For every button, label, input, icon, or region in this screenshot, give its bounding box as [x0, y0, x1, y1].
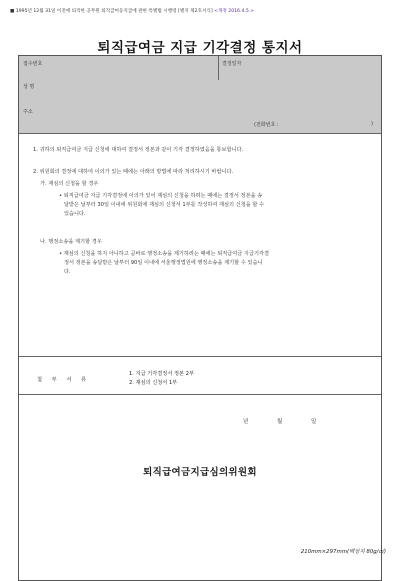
paper-size-note: 210mm×297mm(백상지 80g/㎡) [300, 549, 386, 555]
paragraph-2a-line1: • 퇴직급여금 지급 기각결정에 이의가 있어 재심의 신청을 하려는 때에는 결정서 정본을 송 [59, 193, 263, 199]
paragraph-2b: 나. 행정소송을 제기할 경우 [40, 239, 102, 245]
paragraph-2b-line1: • 재심의 신청을 하지 아니하고 곧바로 행정소송을 제기하려는 때에는 퇴직급여금 지급기각결 [59, 251, 269, 257]
organization-name: 퇴직급여금지급심의위원회 [143, 467, 257, 478]
attachment-item-1: 1. 지급 기각결정서 정본 2부 [129, 371, 194, 377]
receipt-no-label: 접수번호 [23, 61, 43, 67]
law-note-text: ■ 1995년 12월 31일 이전에 퇴직한 공무원 퇴직급여등지급에 관한 특별법 시행령 [별지 제2호서식] [10, 9, 213, 14]
date-day: 일 [311, 419, 317, 425]
revision-note: <개정 2016.4.5.> [214, 9, 255, 14]
attachments-label: 첨 부 서 류 [37, 377, 90, 383]
divider [218, 56, 219, 80]
page-title: 퇴직급여금 지급 기각결정 통지서 [97, 40, 303, 56]
paragraph-2b-line2: 정서 정본을 송달받은 날부터 90일 이내에 서울행정법원에 행정소송을 제기할 수 있습니 [64, 260, 263, 266]
paragraph-2a: 가. 재심의 신청을 할 경우 [40, 181, 99, 187]
date-month: 월 [277, 419, 283, 425]
phone-close: ) [371, 121, 373, 127]
attachment-top-rule [19, 356, 381, 357]
attachment-item-2: 2. 재심의 신청서 1부 [129, 380, 178, 386]
name-label: 성 명 [23, 84, 35, 90]
paragraph-1: 1. 귀하의 퇴직급여금 지급 신청에 대하여 결정서 정본과 같이 기각 결정하였음을 통보합니다. [33, 147, 244, 153]
paragraph-2a-line2: 달받은 날부터 30일 이내에 위원회에 재심의 신청서 1부를 작성하여 재심의 신청을 할 수 [64, 202, 265, 208]
header-law-note [10, 8, 390, 14]
paragraph-2b-line3: 다. [64, 269, 71, 275]
attachments-list [129, 370, 194, 388]
receipt-row [19, 56, 381, 81]
name-row [19, 80, 381, 107]
paragraph-2a-line3: 있습니다. [64, 211, 86, 217]
paragraph-2: 2. 위원회의 결정에 대하여 이의가 있는 때에는 아래의 방법에 따라 처리하시기 바랍니다. [33, 169, 234, 175]
notice-form [18, 55, 382, 581]
date-year: 년 [243, 419, 249, 425]
phone-label: (전화번호 : [254, 122, 279, 128]
decision-date-label: 결정일자 [222, 61, 242, 67]
attachment-bottom-rule [19, 394, 381, 395]
notice-body [19, 144, 381, 356]
address-row [19, 106, 381, 134]
address-label: 주소 [23, 109, 33, 115]
